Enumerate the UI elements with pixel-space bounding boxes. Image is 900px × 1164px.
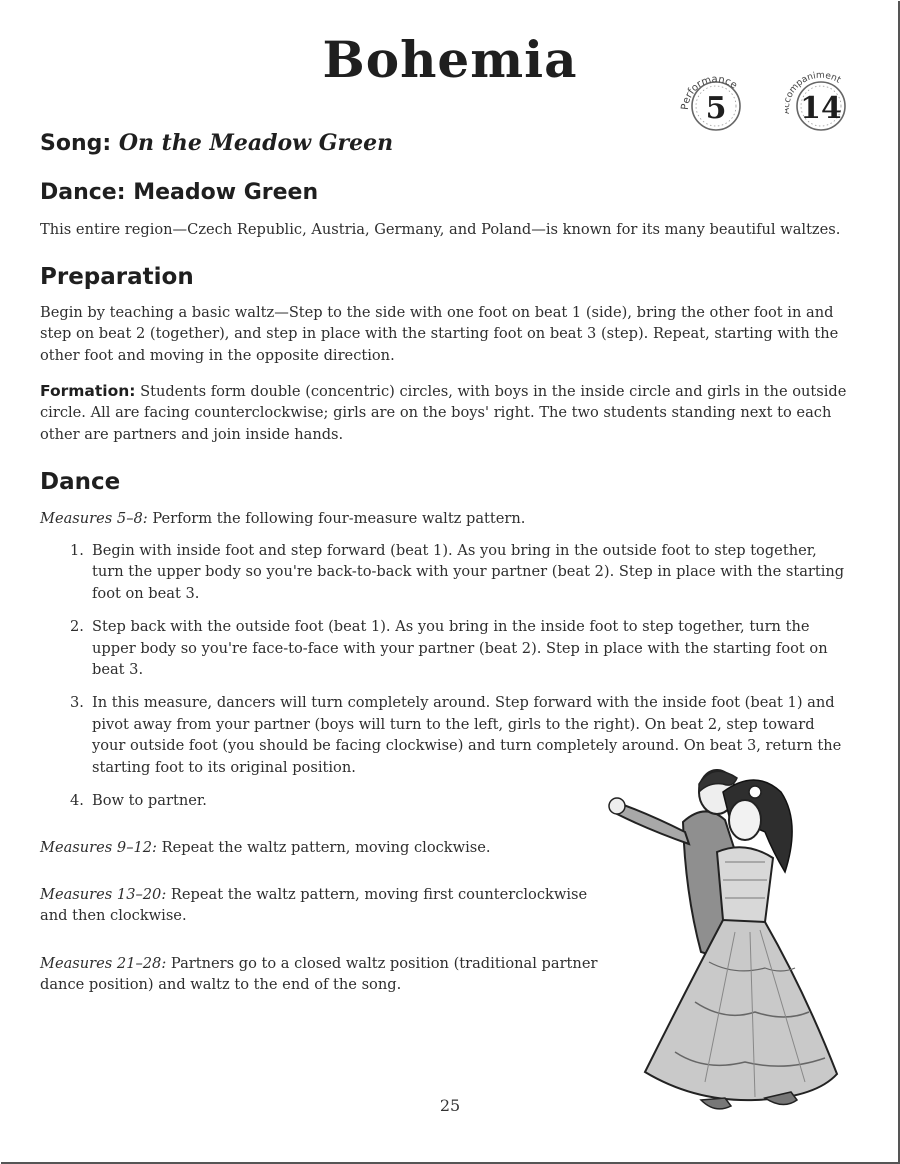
measures-5-8-text: Perform the following four-measure waltz pattern.	[152, 510, 526, 527]
preparation-heading: Preparation	[40, 264, 194, 290]
page-title: Bohemia	[322, 30, 578, 89]
formation-text: Students form double (concentric) circles, with boys in the inside circle and girls in the outside circle. All are facing counterclockwise; girls are on the boys' right. The two students standing next to each other are partners and join inside hands.	[40, 383, 847, 443]
accompaniment-badge-icon	[785, 66, 855, 132]
measures-9-12: Measures 9–12: Repeat the waltz pattern, moving clockwise.	[40, 839, 491, 856]
waltzing-couple-illustration	[605, 762, 855, 1127]
formation-label: Formation:	[40, 382, 136, 400]
performance-badge-label: Performance	[680, 74, 740, 111]
preparation-text: Begin by teaching a basic waltz—Step to the side with one foot on beat 1 (side), bring the other foot in and step on beat 2 (together), and step in place with the starting foot on beat 3 (step). Repeat, starting with the other foot and moving in the opposite direction.	[40, 304, 839, 364]
measures-13-20-label: Measures 13–20:	[40, 886, 167, 903]
dance-name-heading: Dance: Meadow Green	[40, 180, 319, 205]
accompaniment-track-number: 14	[800, 91, 842, 126]
accompaniment-badge-label: ompaniment	[785, 70, 843, 100]
accompaniment-track-badge	[785, 66, 855, 132]
measures-13-20: Measures 13–20: Repeat the waltz pattern, moving first counterclockwise and then clockwise.	[40, 886, 588, 925]
list-item: 1. Begin with inside foot and step forward (beat 1). As you bring in the outside foot to step together, turn the upper body so you're back-to-back with your partner (beat 2). Step in place with the starting foot on beat 3.	[70, 542, 845, 602]
song-name: On the Meadow Green	[118, 130, 394, 156]
list-item: 2. Step back with the outside foot (beat 1). As you bring in the inside foot to step together, turn the upper body so you're face-to-face with your partner (beat 2). Step in place with the starting foot on beat 3.	[70, 618, 828, 679]
performance-badge-icon	[680, 66, 750, 132]
formation-paragraph	[40, 381, 852, 445]
song-prefix: Song:	[40, 131, 112, 156]
page-number: 25	[439, 1096, 461, 1115]
measures-21-28: Measures 21–28: Partners go to a closed waltz position (traditional partner dance position) and waltz to the end of the song.	[40, 955, 598, 994]
measures-5-8	[40, 508, 840, 529]
measures-21-28-label: Measures 21–28:	[40, 955, 167, 972]
dancers-icon	[605, 762, 855, 1127]
dance-heading: Dance	[40, 469, 121, 495]
song-heading	[40, 130, 393, 156]
performance-track-number: 5	[705, 91, 727, 126]
list-item: 3. In this measure, dancers will turn completely around. Step forward with the inside foot (beat 1) and pivot away from your partner (boys will turn to the left, girls to the right). On beat 2, step toward your outside foot (you should be facing clockwise) and turn completely around. On beat 3, return the starting foot to its original position.	[70, 694, 842, 776]
intro-text: This entire region—Czech Republic, Austria, Germany, and Poland—is known for its many beautiful waltzes.	[40, 221, 841, 238]
measures-5-8-label: Measures 5–8:	[40, 510, 148, 527]
measures-9-12-label: Measures 9–12:	[40, 839, 157, 856]
performance-track-badge	[680, 66, 750, 132]
list-item: 4. Bow to partner.	[70, 792, 207, 810]
